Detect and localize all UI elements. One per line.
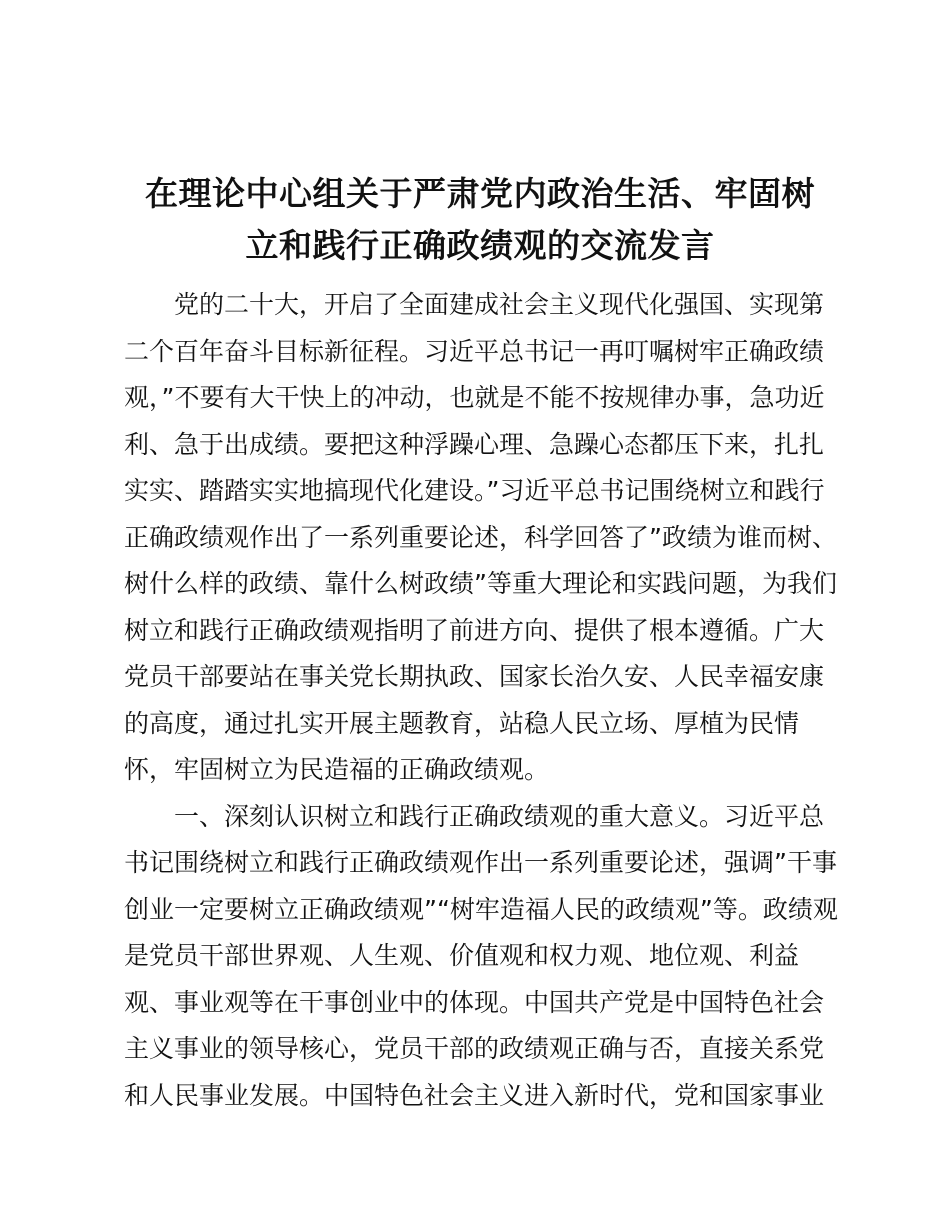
- text-line: 怀，牢固树立为民造福的正确政绩观。: [124, 755, 550, 784]
- paragraph-1: [124, 282, 844, 794]
- text-line: 树立和践行正确政绩观指明了前进方向、提供了根本遵循。广大: [124, 615, 825, 645]
- text-line: 和人民事业发展。中国特色社会主义进入新时代，党和国家事业: [124, 1080, 825, 1110]
- text-line: 正确政绩观作出了一系列重要论述，科学回答了”政绩为谁而树、: [124, 522, 837, 552]
- text-line: 二个百年奋斗目标新征程。习近平总书记一再叮嘱树牢正确政绩: [124, 336, 825, 366]
- text-line: 主义事业的领导核心，党员干部的政绩观正确与否，直接关系党: [124, 1034, 825, 1063]
- text-line: 实实、踏踏实实地搞现代化建设。”习近平总书记围绕树立和践行: [124, 476, 825, 505]
- title-line-1: 在理论中心组关于严肃党内政治生活、牢固树: [145, 174, 815, 213]
- text-line: 党员干部要站在事关党长期执政、国家长治久安、人民幸福安康: [124, 662, 825, 691]
- document-title: [120, 168, 840, 272]
- text-line: 党的二十大，开启了全面建成社会主义现代化强国、实现第: [174, 290, 825, 319]
- text-line: 一、深刻认识树立和践行正确政绩观的重大意义。习近平总: [174, 801, 825, 831]
- text-line: 创业一定要树立正确政绩观”“树牢造福人民的政绩观”等。政绩观: [124, 894, 838, 924]
- document-body: [124, 282, 844, 1119]
- text-line: 利、急于出成绩。要把这种浮躁心理、急躁心态都压下来，扎扎: [124, 429, 825, 459]
- title-line-2: 立和践行正确政绩观的交流发言: [245, 226, 715, 265]
- text-line: 树什么样的政绩、靠什么树政绩”等重大理论和实践问题，为我们: [124, 569, 837, 598]
- paragraph-2: [124, 794, 844, 1120]
- text-line: 书记围绕树立和践行正确政绩观作出一系列重要论述，强调”干事: [124, 848, 837, 877]
- text-line: 观、事业观等在干事创业中的体现。中国共产党是中国特色社会: [124, 987, 825, 1017]
- text-line: 的高度，通过扎实开展主题教育，站稳人民立场、厚植为民情: [124, 708, 800, 738]
- text-line: 是党员干部世界观、人生观、价值观和权力观、地位观、利益: [124, 941, 800, 970]
- text-line: 观，”不要有大干快上的冲动，也就是不能不按规律办事，急功近: [124, 383, 825, 412]
